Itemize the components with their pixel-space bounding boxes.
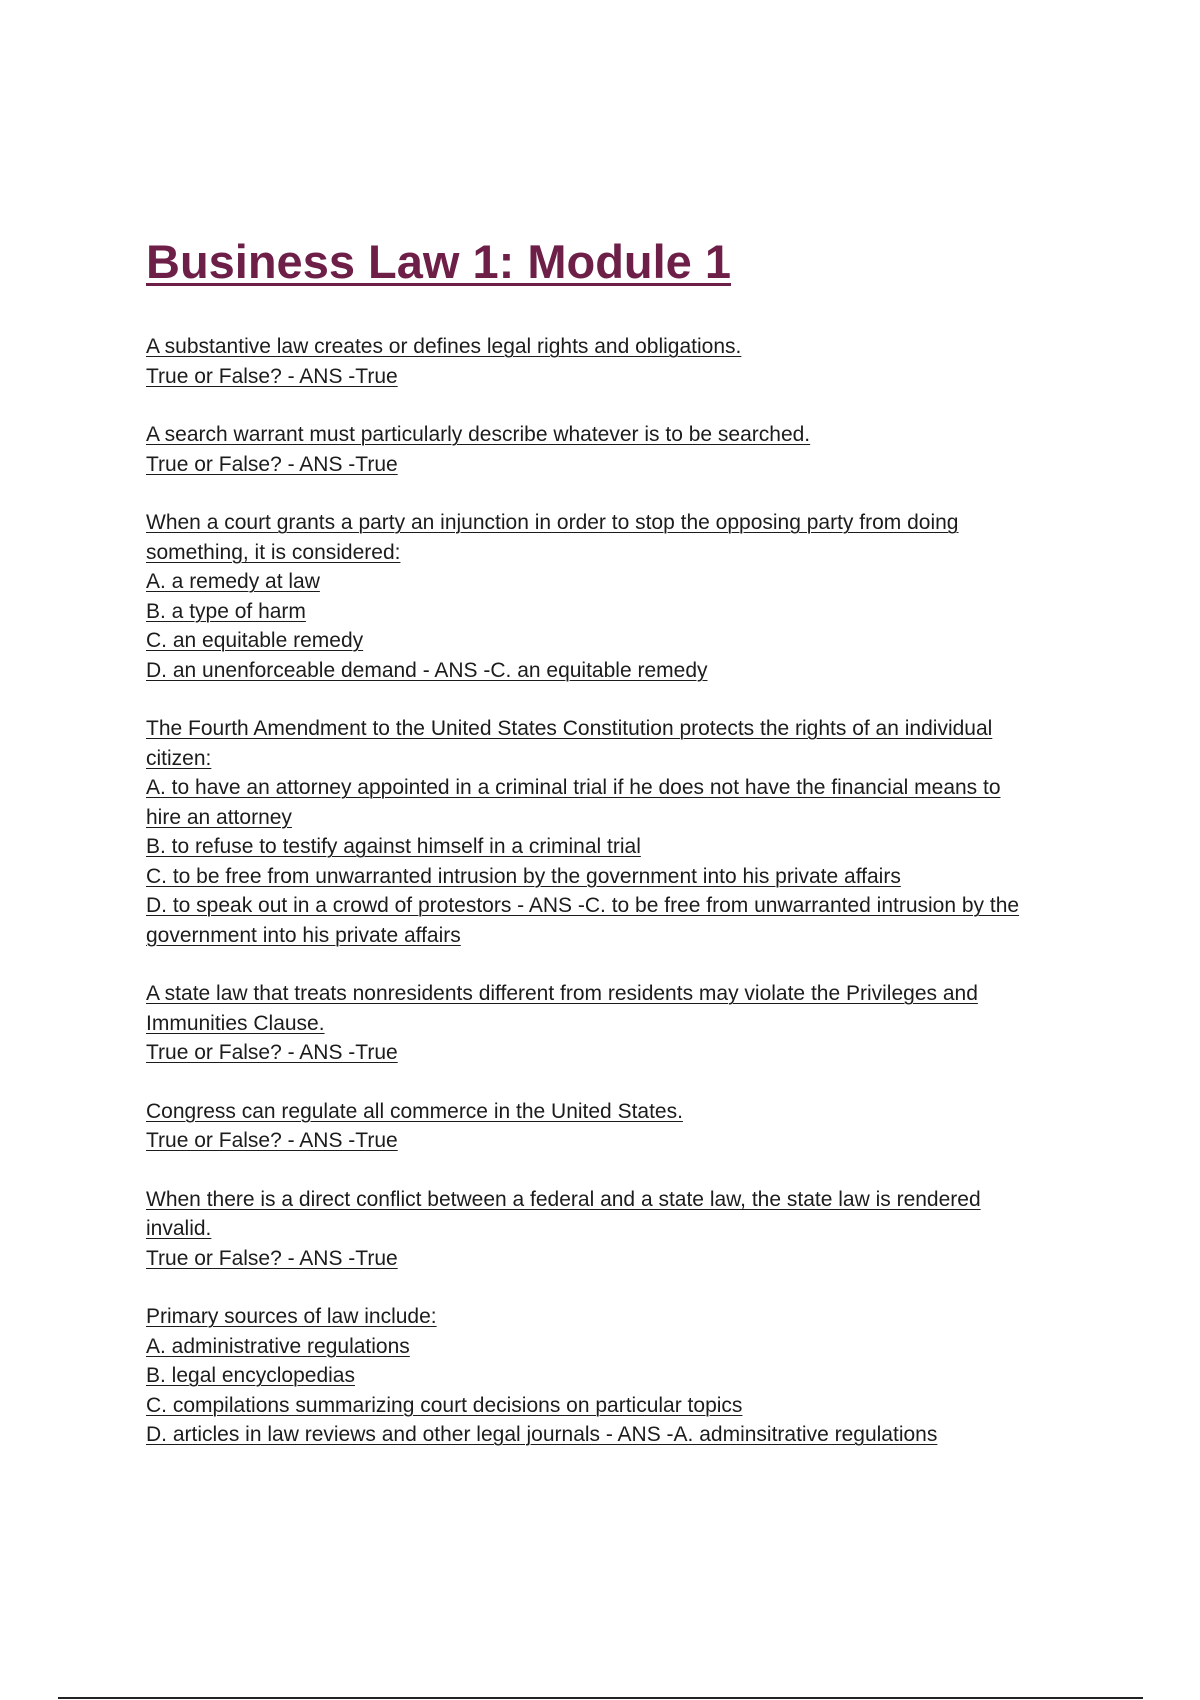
question-line: Primary sources of law include:	[146, 1305, 437, 1328]
question-line: hire an attorney	[146, 805, 292, 829]
question-item	[146, 332, 1086, 391]
question-line: When there is a direct conflict between a federal and a state law, the state law is rendered	[146, 1187, 981, 1211]
question-line: something, it is considered:	[146, 540, 401, 564]
question-line: A. a remedy at law	[146, 570, 320, 593]
question-list	[146, 332, 1086, 1450]
question-line: Immunities Clause.	[146, 1011, 325, 1035]
question-item	[146, 979, 1086, 1068]
question-item	[146, 1097, 1086, 1156]
question-item	[146, 508, 1086, 685]
question-line: Congress can regulate all commerce in the United States.	[146, 1099, 683, 1123]
question-line: government into his private affairs	[146, 923, 461, 947]
question-line: A. administrative regulations	[146, 1334, 410, 1358]
document-title: Business Law 1: Module 1	[146, 235, 732, 288]
question-item	[146, 420, 1086, 479]
question-line: D. an unenforceable demand - ANS -C. an equitable remedy	[146, 658, 708, 682]
question-line: B. a type of harm	[146, 599, 306, 623]
question-line: C. an equitable remedy	[146, 629, 364, 652]
question-item	[146, 1302, 1086, 1450]
question-line: True or False? - ANS -True	[146, 1041, 398, 1064]
question-line: B. legal encyclopedias	[146, 1364, 355, 1387]
question-line: D. to speak out in a crowd of protestors - ANS -C. to be free from unwarranted intrusion by the	[146, 894, 1020, 917]
question-line: C. to be free from unwarranted intrusion by the government into his private affairs	[146, 864, 901, 888]
question-line: B. to refuse to testify against himself in a criminal trial	[146, 835, 641, 858]
question-line: True or False? - ANS -True	[146, 1246, 398, 1270]
question-line: True or False? - ANS -True	[146, 452, 398, 476]
question-item	[146, 1185, 1086, 1274]
question-line: invalid.	[146, 1217, 212, 1240]
question-line: When a court grants a party an injunction in order to stop the opposing party from doing	[146, 511, 959, 534]
question-line: A substantive law creates or defines legal rights and obligations.	[146, 335, 742, 358]
question-line: A. to have an attorney appointed in a criminal trial if he does not have the financial means to	[146, 776, 1001, 799]
document-body	[146, 234, 1086, 1479]
question-line: True or False? - ANS -True	[146, 364, 398, 388]
question-line: A state law that treats nonresidents different from residents may violate the Privileges and	[146, 982, 978, 1005]
question-item	[146, 714, 1086, 950]
question-line: D. articles in law reviews and other legal journals - ANS -A. adminsitrative regulations	[146, 1423, 938, 1446]
question-line: A search warrant must particularly describe whatever is to be searched.	[146, 423, 811, 446]
question-line: The Fourth Amendment to the United States Constitution protects the rights of an individual	[146, 717, 993, 740]
question-line: True or False? - ANS -True	[146, 1129, 398, 1152]
footer-divider	[58, 1697, 1143, 1699]
question-line: C. compilations summarizing court decisions on particular topics	[146, 1393, 743, 1417]
question-line: citizen:	[146, 746, 212, 770]
